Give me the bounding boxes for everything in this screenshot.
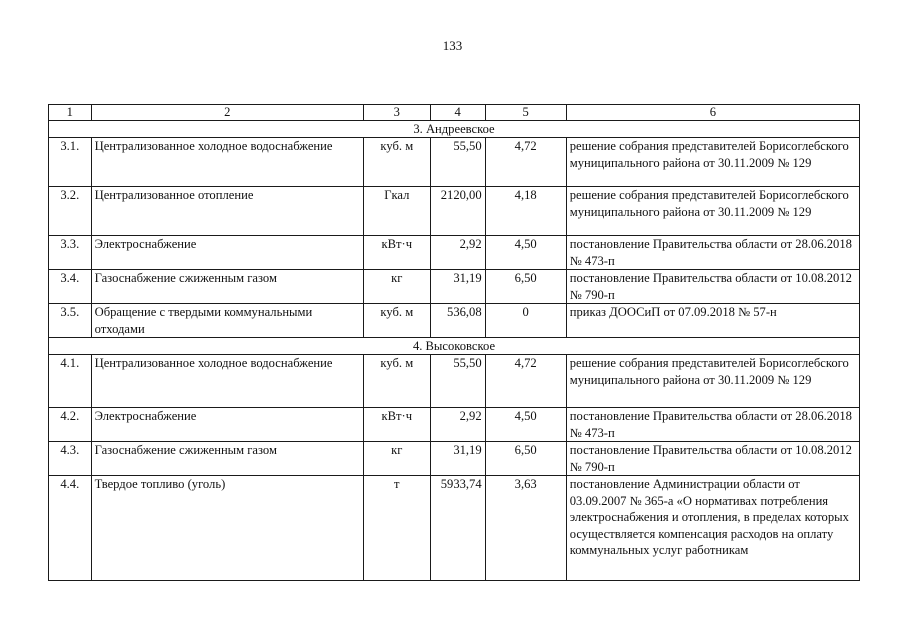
rate-value: 4,72 bbox=[485, 355, 566, 408]
rate-value: 3,63 bbox=[485, 476, 566, 581]
service-name: Централизованное отопление bbox=[91, 187, 363, 236]
unit: кВт·ч bbox=[364, 408, 431, 442]
service-name: Централизованное холодное водоснабжение bbox=[91, 355, 363, 408]
service-name: Электроснабжение bbox=[91, 236, 363, 270]
service-name: Газоснабжение сжиженным газом bbox=[91, 442, 363, 476]
legal-basis: постановление Администрации области от 03.09.2007 № 365-а «О нормативах потребления электроснабжения и отопления, в пределах которых осуществляется компенсация расходов на оплату коммунальных услуг работникам bbox=[566, 476, 859, 581]
unit: т bbox=[364, 476, 431, 581]
table-row bbox=[49, 355, 860, 408]
unit: куб. м bbox=[364, 138, 431, 187]
table-row bbox=[49, 304, 860, 338]
unit: куб. м bbox=[364, 304, 431, 338]
unit: кг bbox=[364, 442, 431, 476]
column-number: 3 bbox=[364, 105, 431, 121]
column-number-row bbox=[49, 105, 860, 121]
row-number: 3.4. bbox=[49, 270, 92, 304]
row-number: 3.5. bbox=[49, 304, 92, 338]
rate-value: 4,50 bbox=[485, 236, 566, 270]
rate-value: 6,50 bbox=[485, 270, 566, 304]
service-name: Обращение с твердыми коммунальными отходами bbox=[91, 304, 363, 338]
row-number: 3.1. bbox=[49, 138, 92, 187]
rate-value: 4,50 bbox=[485, 408, 566, 442]
row-number: 4.2. bbox=[49, 408, 92, 442]
section-row bbox=[49, 121, 860, 138]
unit: куб. м bbox=[364, 355, 431, 408]
service-name: Электроснабжение bbox=[91, 408, 363, 442]
norm-volume: 31,19 bbox=[430, 270, 485, 304]
row-number: 3.2. bbox=[49, 187, 92, 236]
table-row bbox=[49, 270, 860, 304]
row-number: 4.1. bbox=[49, 355, 92, 408]
table-row bbox=[49, 476, 860, 581]
norm-volume: 55,50 bbox=[430, 138, 485, 187]
page-number: 133 bbox=[442, 38, 463, 53]
row-number: 4.3. bbox=[49, 442, 92, 476]
column-number: 5 bbox=[485, 105, 566, 121]
legal-basis: приказ ДООСиП от 07.09.2018 № 57-н bbox=[566, 304, 859, 338]
rate-value: 6,50 bbox=[485, 442, 566, 476]
norm-volume: 31,19 bbox=[430, 442, 485, 476]
unit: кВт·ч bbox=[364, 236, 431, 270]
legal-basis: постановление Правительства области от 28.06.2018 № 473-п bbox=[566, 236, 859, 270]
service-name: Твердое топливо (уголь) bbox=[91, 476, 363, 581]
norm-volume: 5933,74 bbox=[430, 476, 485, 581]
legal-basis: решение собрания представителей Борисоглебского муниципального района от 30.11.2009 № 129 bbox=[566, 355, 859, 408]
service-name: Газоснабжение сжиженным газом bbox=[91, 270, 363, 304]
table-row bbox=[49, 408, 860, 442]
section-title: 3. Андреевское bbox=[49, 121, 860, 138]
table-row bbox=[49, 138, 860, 187]
legal-basis: постановление Правительства области от 10.08.2012 № 790-п bbox=[566, 270, 859, 304]
norm-volume: 2120,00 bbox=[430, 187, 485, 236]
section-title: 4. Высоковское bbox=[49, 338, 860, 355]
column-number: 2 bbox=[91, 105, 363, 121]
norm-volume: 2,92 bbox=[430, 408, 485, 442]
section-row bbox=[49, 338, 860, 355]
rate-value: 0 bbox=[485, 304, 566, 338]
table-row bbox=[49, 442, 860, 476]
legal-basis: решение собрания представителей Борисоглебского муниципального района от 30.11.2009 № 129 bbox=[566, 138, 859, 187]
legal-basis: постановление Правительства области от 28.06.2018 № 473-п bbox=[566, 408, 859, 442]
rate-value: 4,18 bbox=[485, 187, 566, 236]
legal-basis: решение собрания представителей Борисоглебского муниципального района от 30.11.2009 № 129 bbox=[566, 187, 859, 236]
norms-table bbox=[48, 104, 860, 581]
row-number: 3.3. bbox=[49, 236, 92, 270]
table-row bbox=[49, 236, 860, 270]
unit: Гкал bbox=[364, 187, 431, 236]
unit: кг bbox=[364, 270, 431, 304]
column-number: 4 bbox=[430, 105, 485, 121]
column-number: 6 bbox=[566, 105, 859, 121]
rate-value: 4,72 bbox=[485, 138, 566, 187]
norm-volume: 536,08 bbox=[430, 304, 485, 338]
row-number: 4.4. bbox=[49, 476, 92, 581]
table-row bbox=[49, 187, 860, 236]
legal-basis: постановление Правительства области от 10.08.2012 № 790-п bbox=[566, 442, 859, 476]
norm-volume: 55,50 bbox=[430, 355, 485, 408]
service-name: Централизованное холодное водоснабжение bbox=[91, 138, 363, 187]
norm-volume: 2,92 bbox=[430, 236, 485, 270]
column-number: 1 bbox=[49, 105, 92, 121]
